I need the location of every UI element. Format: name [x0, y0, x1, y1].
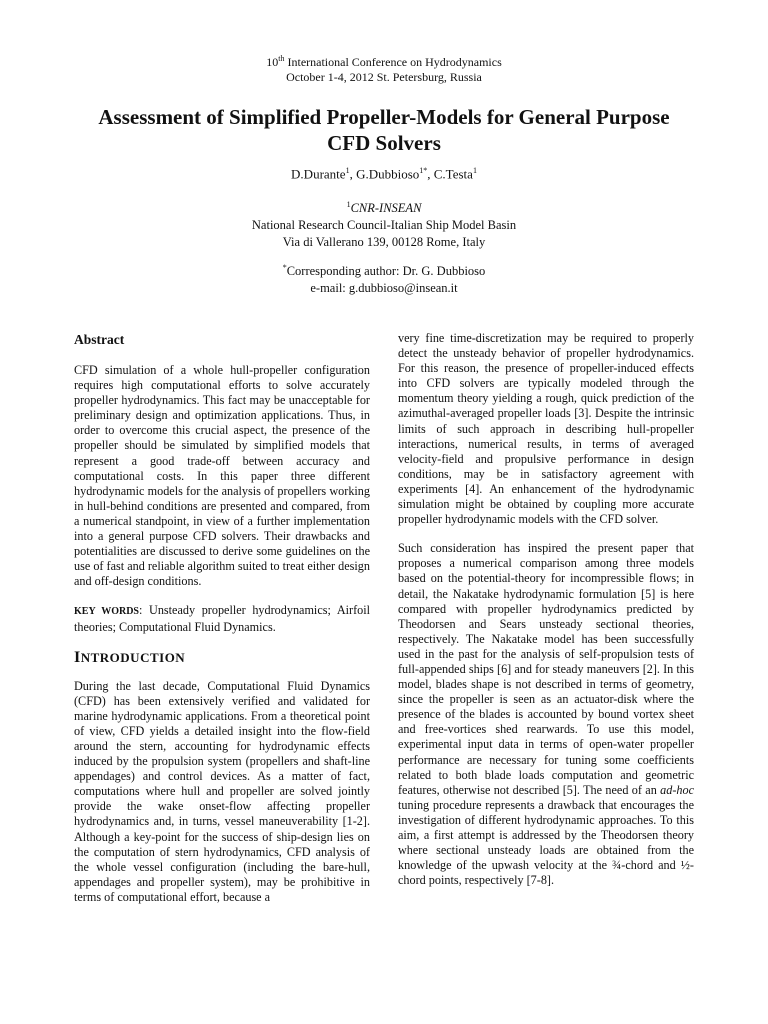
affiliation: $^1$CNR-INSEAN National Research Council-Italian Ship Model Basin Via di Vallerano 139, 00128 Rome, Italy — [0, 196, 768, 251]
abstract-text: CFD simulation of a whole hull-propeller configuration requires high computational efforts to solve accurately propeller hydrodynamics. This fact may be unacceptable for preliminary design and optimization applications. Thus, in order to overcome this crucial aspect, the presence of the propeller should be simulated by simplified models that represent a good trade-off between accuracy and computational costs. In this paper three different hydrodynamic models for the analysis of propellers working in hull-behind conditions are presented and compared, from a numerical standpoint, in view of a further implementation into a general purpose CFD solvers. Their drawbacks and potentialities are discussed to derive some guidelines on the use of fast and reliable algorithm suited to treat either design and off-design conditions. — [74, 363, 370, 589]
author-name: C.Testa — [433, 166, 473, 182]
author-name: D.Durante — [291, 166, 346, 182]
body-paragraph: Such consideration has inspired the present paper that proposes a numerical comparison among three models based on the potential-theory for incompressible flows; in detail, the Nakatake hydrodynamic formulation [5] is here compared with propeller hydrodynamics predicted by Theodorsen and Sears unsteady sectional theories, respectively. The Nakatake model has been successfully used in the past for the analysis of self-propulsion tests of full-appended ships [6] and for steady maneuvers [2]. In this model, blades shape is not described in terms of geometry, since the propeller is seen as an actuator-disk where the presence of the blades is accounted by bound vortex sheet and free-vortices shed rearwards. To use this model, experimental input data in terms of open-water propeller performance are necessary for tuning some coefficients related to both blade loads computation and geometric features, otherwise not described [5]. The need of an ad-hoc tuning procedure represents a drawback that encourages the investigation of different hydrodynamic approaches. To this aim, a first attempt is addressed by the Theodorsen theory where sectional unsteady loads are obtained from the knowledge of the upwash velocity at the ¾-chord and ½-chord points, respectively [7-8]. — [398, 541, 694, 888]
right-column — [398, 331, 694, 902]
left-column — [74, 331, 370, 919]
conference-name: 10th International Conference on Hydrodynamics — [266, 54, 502, 69]
institution-name: CNR-INSEAN — [350, 201, 422, 216]
conference-header — [0, 51, 768, 85]
conference-dates: October 1-4, 2012 St. Petersburg, Russia — [286, 70, 482, 84]
paper-title: Assessment of Simplified Propeller-Models for General Purpose CFD Solvers — [98, 105, 670, 155]
keywords-label: KEY WORDS — [74, 606, 139, 618]
corresponding-email: e-mail: g.dubbioso@insean.it — [310, 281, 458, 296]
keywords-text: : Unsteady propeller hydrodynamics; Airfoil theories; Computational Fluid Dynamics. — [74, 603, 370, 634]
institution-address: Via di Vallerano 139, 00128 Rome, Italy — [282, 235, 486, 250]
author-name: G.Dubbioso — [356, 166, 420, 182]
institution-full-name: National Research Council-Italian Ship Model Basin — [251, 218, 517, 233]
corresponding-author: *Corresponding author: Dr. G. Dubbioso e-mail: g.dubbioso@insean.it — [0, 259, 768, 297]
introduction-heading: INTRODUCTION — [74, 648, 186, 666]
author-list: D.Durante$^1$, G.Dubbioso$^{1*}$, C.Testa$^1$ — [291, 166, 477, 182]
abstract-heading: Abstract — [74, 332, 125, 347]
keywords — [74, 603, 370, 634]
body-paragraph: very fine time-discretization may be required to properly detect the unsteady behavior of propeller hydrodynamics. For this reason, the presence of propeller-induced effects into CFD solvers are typically modeled through the momentum theory yielding a rough, quick prediction of the azimuthal-averaged propeller loads [3]. Despite the intrinsic limits of such approach in describing hull-propeller interactions, numerical results, in terms of averaged velocity-field and propulsive performance in design conditions, may be in satisfactory agreement with experiments [4]. An enhancement of the hydrodynamic simulation might be obtained by coupling more accurate propeller hydrodynamic models with the CFD solver. — [398, 331, 694, 527]
introduction-text: During the last decade, Computational Fluid Dynamics (CFD) has been extensively verified and validated for marine hydrodynamic applications. From a theoretical point of view, CFD yields a detailed insight into the flow-field around the stern, accounting for hydrodynamic effects induced by the propulsion system (propellers and shaft-line appendages) and control devices. As a matter of fact, computations where hull and propeller are solved jointly provide the wake onset-flow affecting propeller hydrodynamics and, in turns, vessel maneuverability [1-2]. Although a key-point for the success of ship-design lies on the computation of stern hydrodynamics, CFD analysis of the whole vessel configuration (including the bare-hull, appendages and propeller system), may be prohibitive in terms of computational effort, because a — [74, 678, 370, 904]
